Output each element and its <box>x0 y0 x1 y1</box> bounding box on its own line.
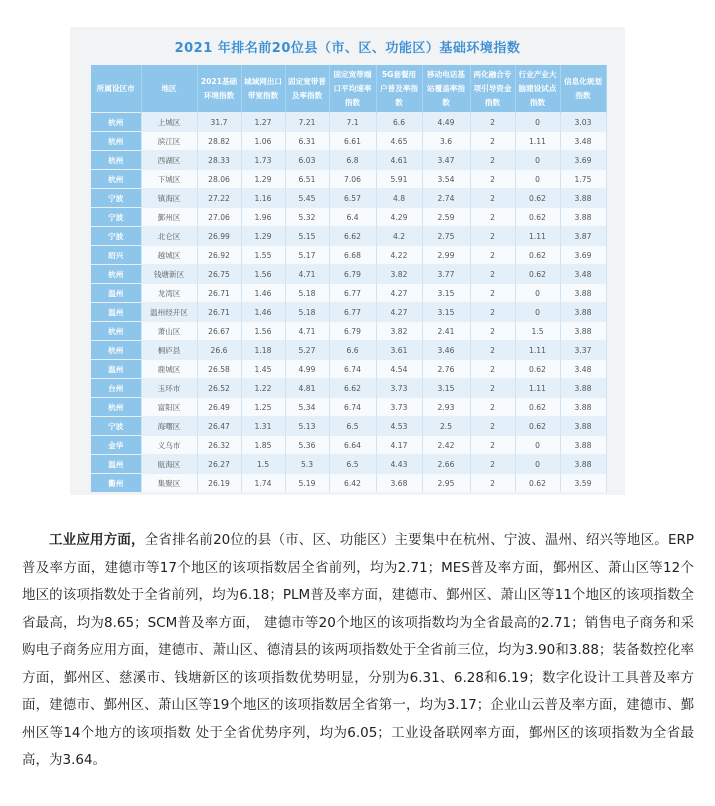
value-cell: 1.5 <box>515 322 560 341</box>
value-cell: 0.62 <box>515 208 560 227</box>
table-row <box>91 303 606 322</box>
value-cell: 26.32 <box>197 436 241 455</box>
value-cell: 3.54 <box>422 170 470 189</box>
value-cell: 28.33 <box>197 151 241 170</box>
column-header: 地区 <box>141 65 197 113</box>
value-cell: 3.88 <box>560 303 606 322</box>
value-cell: 26.71 <box>197 284 241 303</box>
value-cell: 2 <box>470 113 515 132</box>
table-row <box>91 227 606 246</box>
value-cell: 4.17 <box>376 436 422 455</box>
value-cell: 5.18 <box>285 303 329 322</box>
city-cell: 宁波 <box>91 227 141 246</box>
city-cell: 台州 <box>91 379 141 398</box>
value-cell: 2 <box>470 189 515 208</box>
value-cell: 1.45 <box>241 360 285 379</box>
value-cell: 0 <box>515 113 560 132</box>
region-cell: 玉环市 <box>141 379 197 398</box>
region-cell: 镇海区 <box>141 189 197 208</box>
city-cell: 温州 <box>91 303 141 322</box>
value-cell: 4.61 <box>376 151 422 170</box>
paragraph-lead: 工业应用方面， <box>49 532 145 548</box>
value-cell: 26.19 <box>197 474 241 493</box>
value-cell: 3.88 <box>560 455 606 474</box>
value-cell: 0.62 <box>515 417 560 436</box>
value-cell: 1.11 <box>515 132 560 151</box>
value-cell: 3.15 <box>422 303 470 322</box>
value-cell: 2.76 <box>422 360 470 379</box>
value-cell: 4.27 <box>376 284 422 303</box>
value-cell: 1.5 <box>241 455 285 474</box>
region-cell: 下城区 <box>141 170 197 189</box>
city-cell: 杭州 <box>91 322 141 341</box>
value-cell: 0.62 <box>515 189 560 208</box>
value-cell: 1.29 <box>241 227 285 246</box>
region-cell: 上城区 <box>141 113 197 132</box>
value-cell: 3.6 <box>422 132 470 151</box>
value-cell: 4.49 <box>422 113 470 132</box>
value-cell: 6.64 <box>329 436 376 455</box>
region-cell: 温州经开区 <box>141 303 197 322</box>
table-row <box>91 322 606 341</box>
value-cell: 2.95 <box>422 474 470 493</box>
value-cell: 3.03 <box>560 113 606 132</box>
value-cell: 6.57 <box>329 189 376 208</box>
value-cell: 6.68 <box>329 246 376 265</box>
value-cell: 3.88 <box>560 284 606 303</box>
value-cell: 0.62 <box>515 265 560 284</box>
region-cell: 龙湾区 <box>141 284 197 303</box>
value-cell: 0.62 <box>515 474 560 493</box>
table-row <box>91 417 606 436</box>
table-row <box>91 436 606 455</box>
value-cell: 6.5 <box>329 455 376 474</box>
value-cell: 7.21 <box>285 113 329 132</box>
column-header: 2021基础环境指数 <box>197 65 241 113</box>
value-cell: 4.53 <box>376 417 422 436</box>
value-cell: 26.67 <box>197 322 241 341</box>
value-cell: 3.68 <box>376 474 422 493</box>
value-cell: 1.75 <box>560 170 606 189</box>
city-cell: 杭州 <box>91 151 141 170</box>
city-cell: 金华 <box>91 436 141 455</box>
value-cell: 4.2 <box>376 227 422 246</box>
value-cell: 7.1 <box>329 113 376 132</box>
value-cell: 3.48 <box>560 360 606 379</box>
table-row <box>91 379 606 398</box>
value-cell: 1.55 <box>241 246 285 265</box>
value-cell: 4.99 <box>285 360 329 379</box>
region-cell: 西湖区 <box>141 151 197 170</box>
value-cell: 4.54 <box>376 360 422 379</box>
city-cell: 衢州 <box>91 474 141 493</box>
value-cell: 3.15 <box>422 284 470 303</box>
value-cell: 6.77 <box>329 284 376 303</box>
value-cell: 1.31 <box>241 417 285 436</box>
city-cell: 杭州 <box>91 341 141 360</box>
value-cell: 2.5 <box>422 417 470 436</box>
value-cell: 2 <box>470 265 515 284</box>
value-cell: 3.88 <box>560 417 606 436</box>
city-cell: 宁波 <box>91 417 141 436</box>
city-cell: 杭州 <box>91 113 141 132</box>
value-cell: 5.13 <box>285 417 329 436</box>
value-cell: 6.31 <box>285 132 329 151</box>
region-cell: 集聚区 <box>141 474 197 493</box>
value-cell: 2 <box>470 151 515 170</box>
value-cell: 6.42 <box>329 474 376 493</box>
column-header: 两化融合专项引导资金指数 <box>470 65 515 113</box>
value-cell: 0 <box>515 284 560 303</box>
value-cell: 31.7 <box>197 113 241 132</box>
value-cell: 26.27 <box>197 455 241 474</box>
region-cell: 义乌市 <box>141 436 197 455</box>
value-cell: 3.61 <box>376 341 422 360</box>
value-cell: 1.56 <box>241 265 285 284</box>
column-header: 固定宽带端口平均速率指数 <box>329 65 376 113</box>
value-cell: 2 <box>470 170 515 189</box>
value-cell: 3.88 <box>560 322 606 341</box>
table-figure <box>70 27 625 495</box>
value-cell: 5.32 <box>285 208 329 227</box>
value-cell: 2 <box>470 417 515 436</box>
body-paragraph <box>22 527 694 775</box>
value-cell: 2 <box>470 246 515 265</box>
value-cell: 5.34 <box>285 398 329 417</box>
table-row <box>91 208 606 227</box>
table-header-row <box>91 65 606 113</box>
table-row <box>91 113 606 132</box>
value-cell: 4.22 <box>376 246 422 265</box>
value-cell: 6.6 <box>329 341 376 360</box>
value-cell: 5.15 <box>285 227 329 246</box>
table-row <box>91 246 606 265</box>
table-row <box>91 360 606 379</box>
index-table <box>91 65 607 492</box>
column-header: 固定宽带普及率指数 <box>285 65 329 113</box>
value-cell: 2 <box>470 436 515 455</box>
value-cell: 2 <box>470 398 515 417</box>
value-cell: 26.49 <box>197 398 241 417</box>
table-row <box>91 132 606 151</box>
value-cell: 3.88 <box>560 189 606 208</box>
value-cell: 4.8 <box>376 189 422 208</box>
value-cell: 6.79 <box>329 265 376 284</box>
value-cell: 27.06 <box>197 208 241 227</box>
value-cell: 2.42 <box>422 436 470 455</box>
region-cell: 鄞州区 <box>141 208 197 227</box>
value-cell: 6.74 <box>329 360 376 379</box>
value-cell: 26.58 <box>197 360 241 379</box>
value-cell: 5.36 <box>285 436 329 455</box>
value-cell: 6.5 <box>329 417 376 436</box>
value-cell: 0 <box>515 170 560 189</box>
city-cell: 杭州 <box>91 132 141 151</box>
figure-title: 2021 年排名前20位县（市、区、功能区）基础环境指数 <box>174 41 521 56</box>
value-cell: 4.29 <box>376 208 422 227</box>
value-cell: 1.85 <box>241 436 285 455</box>
value-cell: 2.41 <box>422 322 470 341</box>
value-cell: 1.27 <box>241 113 285 132</box>
value-cell: 3.88 <box>560 398 606 417</box>
value-cell: 1.46 <box>241 303 285 322</box>
value-cell: 2.93 <box>422 398 470 417</box>
region-cell: 富阳区 <box>141 398 197 417</box>
value-cell: 1.16 <box>241 189 285 208</box>
value-cell: 26.99 <box>197 227 241 246</box>
value-cell: 3.88 <box>560 379 606 398</box>
table-body <box>91 113 606 493</box>
value-cell: 2 <box>470 360 515 379</box>
value-cell: 1.25 <box>241 398 285 417</box>
value-cell: 3.59 <box>560 474 606 493</box>
value-cell: 3.15 <box>422 379 470 398</box>
value-cell: 5.19 <box>285 474 329 493</box>
value-cell: 3.82 <box>376 265 422 284</box>
value-cell: 1.73 <box>241 151 285 170</box>
value-cell: 2 <box>470 132 515 151</box>
value-cell: 1.74 <box>241 474 285 493</box>
value-cell: 3.82 <box>376 322 422 341</box>
value-cell: 4.65 <box>376 132 422 151</box>
value-cell: 4.43 <box>376 455 422 474</box>
value-cell: 1.06 <box>241 132 285 151</box>
value-cell: 1.11 <box>515 341 560 360</box>
table-row <box>91 474 606 493</box>
value-cell: 5.18 <box>285 284 329 303</box>
value-cell: 3.46 <box>422 341 470 360</box>
column-header: 行业产业大脑建设试点指数 <box>515 65 560 113</box>
value-cell: 3.48 <box>560 265 606 284</box>
value-cell: 6.62 <box>329 379 376 398</box>
value-cell: 2 <box>470 474 515 493</box>
city-cell: 绍兴 <box>91 246 141 265</box>
value-cell: 6.6 <box>376 113 422 132</box>
value-cell: 2 <box>470 284 515 303</box>
city-cell: 宁波 <box>91 208 141 227</box>
region-cell: 越城区 <box>141 246 197 265</box>
value-cell: 6.77 <box>329 303 376 322</box>
column-header: 5G套餐用户普及率指数 <box>376 65 422 113</box>
city-cell: 宁波 <box>91 189 141 208</box>
value-cell: 28.82 <box>197 132 241 151</box>
column-header: 城域网出口带宽指数 <box>241 65 285 113</box>
value-cell: 5.45 <box>285 189 329 208</box>
column-header: 移动电话基站覆盖率指数 <box>422 65 470 113</box>
value-cell: 1.46 <box>241 284 285 303</box>
value-cell: 1.11 <box>515 227 560 246</box>
city-cell: 杭州 <box>91 265 141 284</box>
value-cell: 0.62 <box>515 360 560 379</box>
region-cell: 桐庐县 <box>141 341 197 360</box>
value-cell: 1.18 <box>241 341 285 360</box>
value-cell: 1.56 <box>241 322 285 341</box>
table-row <box>91 170 606 189</box>
column-header: 所属设区市 <box>91 65 141 113</box>
value-cell: 5.27 <box>285 341 329 360</box>
value-cell: 1.11 <box>515 379 560 398</box>
value-cell: 3.87 <box>560 227 606 246</box>
value-cell: 6.79 <box>329 322 376 341</box>
value-cell: 26.75 <box>197 265 241 284</box>
value-cell: 4.81 <box>285 379 329 398</box>
value-cell: 2 <box>470 208 515 227</box>
value-cell: 1.29 <box>241 170 285 189</box>
value-cell: 6.8 <box>329 151 376 170</box>
value-cell: 3.88 <box>560 208 606 227</box>
value-cell: 26.92 <box>197 246 241 265</box>
region-cell: 瓯海区 <box>141 455 197 474</box>
value-cell: 3.48 <box>560 132 606 151</box>
value-cell: 27.22 <box>197 189 241 208</box>
region-cell: 海曙区 <box>141 417 197 436</box>
value-cell: 3.37 <box>560 341 606 360</box>
value-cell: 2 <box>470 341 515 360</box>
value-cell: 26.47 <box>197 417 241 436</box>
value-cell: 1.96 <box>241 208 285 227</box>
region-cell: 钱塘新区 <box>141 265 197 284</box>
value-cell: 6.61 <box>329 132 376 151</box>
value-cell: 3.47 <box>422 151 470 170</box>
value-cell: 3.88 <box>560 436 606 455</box>
city-cell: 杭州 <box>91 398 141 417</box>
value-cell: 4.27 <box>376 303 422 322</box>
value-cell: 6.51 <box>285 170 329 189</box>
city-cell: 温州 <box>91 360 141 379</box>
region-cell: 滨江区 <box>141 132 197 151</box>
region-cell: 北仑区 <box>141 227 197 246</box>
value-cell: 3.73 <box>376 379 422 398</box>
value-cell: 6.74 <box>329 398 376 417</box>
city-cell: 温州 <box>91 284 141 303</box>
value-cell: 3.73 <box>376 398 422 417</box>
value-cell: 4.71 <box>285 265 329 284</box>
value-cell: 2 <box>470 455 515 474</box>
value-cell: 2 <box>470 379 515 398</box>
value-cell: 2.74 <box>422 189 470 208</box>
value-cell: 26.71 <box>197 303 241 322</box>
value-cell: 6.62 <box>329 227 376 246</box>
value-cell: 28.06 <box>197 170 241 189</box>
value-cell: 2 <box>470 322 515 341</box>
value-cell: 0 <box>515 303 560 322</box>
table-row <box>91 455 606 474</box>
value-cell: 6.03 <box>285 151 329 170</box>
value-cell: 1.22 <box>241 379 285 398</box>
table-row <box>91 151 606 170</box>
table-row <box>91 398 606 417</box>
value-cell: 0 <box>515 455 560 474</box>
value-cell: 2.99 <box>422 246 470 265</box>
table-row <box>91 341 606 360</box>
value-cell: 2 <box>470 227 515 246</box>
table-row <box>91 265 606 284</box>
paragraph-body: 全省排名前20位的县（市、区、功能区）主要集中在杭州、宁波、温州、绍兴等地区。ERP 普及率方面，建德市等17个地区的该项指数居全省前列，均为2.71；MES普及率方面，鄞州区、萧山区等12个地区的该项指数处于全省前列，均为6.18；PLM普及率方面，建德市、鄞州区、萧山区等11个地区的该项指数全省最高，均为8.65；SCM普及率方面， 建德市等20个地区的该项指数均为全省最高的2.71；销售电子商务和采购电子商务应用方面，建德市、萧山区、德清县的该两项指数处于全省前三位，均为3.90和3.88；装备数控化率方面，鄞州区、慈溪市、钱塘新区的该项指数优势明显，分别为6.31、6.28和6.19；数字化设计工具普及率方面，建德市、鄞州区、萧山区等19个地区的该项指数居全省第一，均为3.17；企业山云普及率方面，建德市、鄞州区等14个地方的该项指数 处于全省优势序列，均为6.05；工业设备联网率方面，鄞州区的该项指数为全省最高，为3.64。 <box>22 532 695 768</box>
column-header: 信息化规划指数 <box>560 65 606 113</box>
value-cell: 5.3 <box>285 455 329 474</box>
value-cell: 5.17 <box>285 246 329 265</box>
value-cell: 3.69 <box>560 151 606 170</box>
value-cell: 2.75 <box>422 227 470 246</box>
value-cell: 4.71 <box>285 322 329 341</box>
value-cell: 0.62 <box>515 398 560 417</box>
value-cell: 5.91 <box>376 170 422 189</box>
value-cell: 3.69 <box>560 246 606 265</box>
city-cell: 温州 <box>91 455 141 474</box>
table-row <box>91 284 606 303</box>
value-cell: 7.06 <box>329 170 376 189</box>
table-row <box>91 189 606 208</box>
value-cell: 2.59 <box>422 208 470 227</box>
city-cell: 杭州 <box>91 170 141 189</box>
value-cell: 2.66 <box>422 455 470 474</box>
value-cell: 6.4 <box>329 208 376 227</box>
value-cell: 0 <box>515 151 560 170</box>
value-cell: 26.52 <box>197 379 241 398</box>
value-cell: 0 <box>515 436 560 455</box>
value-cell: 2 <box>470 303 515 322</box>
value-cell: 0.62 <box>515 246 560 265</box>
value-cell: 3.77 <box>422 265 470 284</box>
value-cell: 26.6 <box>197 341 241 360</box>
region-cell: 鹿城区 <box>141 360 197 379</box>
region-cell: 萧山区 <box>141 322 197 341</box>
